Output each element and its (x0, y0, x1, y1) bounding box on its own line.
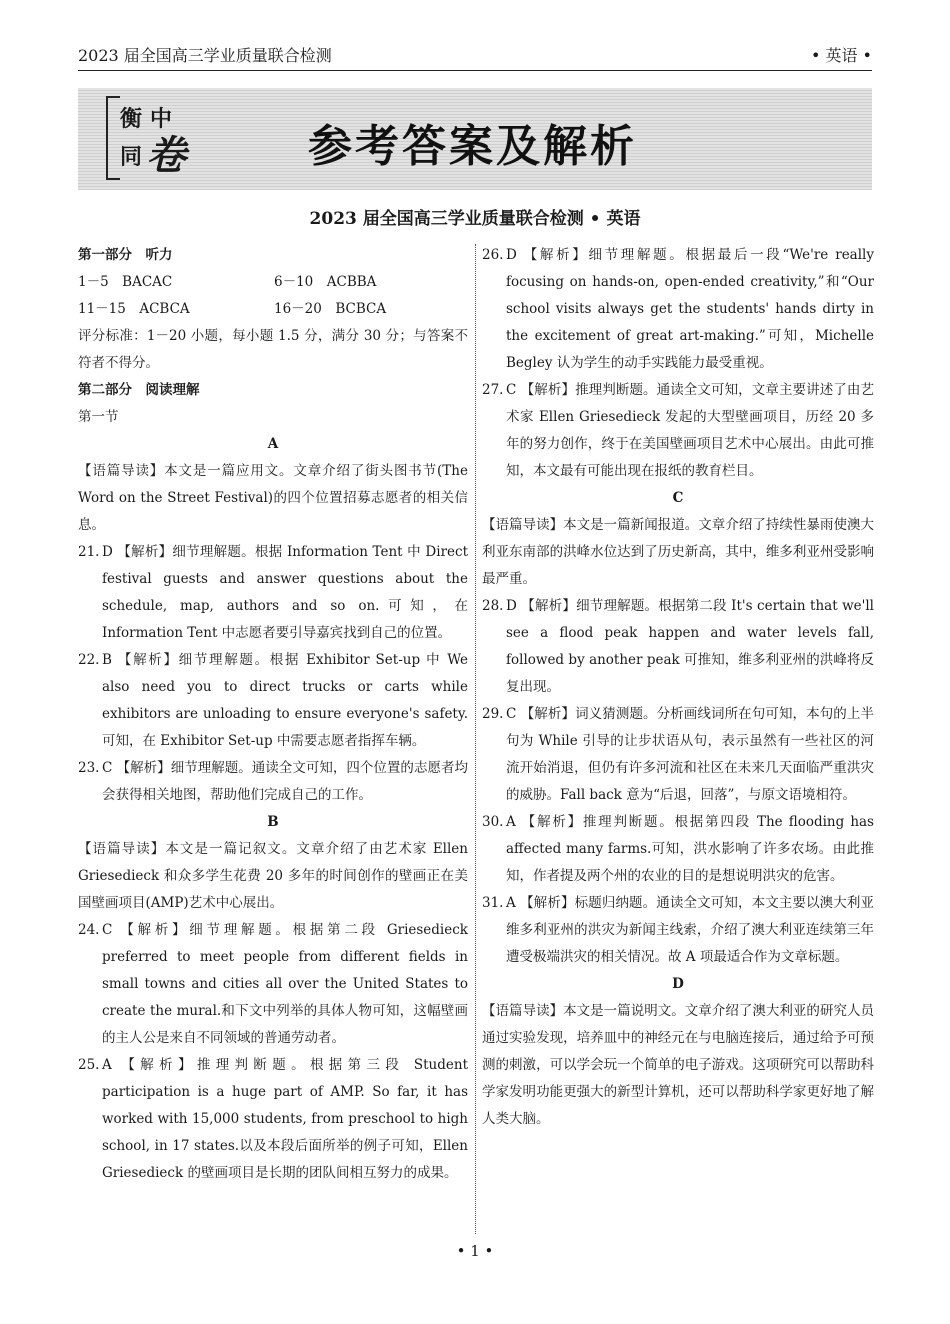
answer-item: 22. B 【解析】细节理解题。根据 Exhibitor Set-up 中 We also need you to direct trucks or carts while exhibitors are unloading to ensure everyone's safety.可知，在 Exhibitor Set-up 中需要志愿者指挥车辆。 (78, 652, 468, 749)
passage-intro: 【语篇导读】本文是一篇应用文。文章介绍了街头图书节(The Word on the Street Festival)的四个位置招募志愿者的相关信息。 (78, 463, 468, 533)
header-subject: • 英语 • (810, 46, 872, 65)
scoring-note: 评分标准：1－20 小题，每小题 1.5 分，满分 30 分；与答案不符者不得分。 (78, 328, 468, 371)
answer-item: 24. C 【解析】细节理解题。根据第二段 Griesedieck preferred to meet people from different fields in small towns and cities all over the United States to create the mural.和下文中列举的具体人物可知，这幅壁画的主人公是来自不同领域的普通劳动者。 (78, 922, 468, 1046)
passage-label: A (267, 436, 279, 452)
answer-item: 26. D 【解析】细节理解题。根据最后一段“We're really focusing on hands-on, open-ended creativity,”和“Our school visits always get the students' hands dirty in the excitement of great art-making.”可知，Michelle Begley 认为学生的动手实践能力最受重视。 (482, 247, 874, 371)
passage-intro: 【语篇导读】本文是一篇说明文。文章介绍了澳大利亚的研究人员通过实验发现，培养皿中的神经元在与电脑连接后，通过给予可预测的刺激，可以学会玩一个简单的电子游戏。这项研究可以帮助科学家发明功能更强大的新型计算机，还可以帮助科学家更好地了解人类大脑。 (482, 1003, 874, 1127)
passage-intro: 【语篇导读】本文是一篇新闻报道。文章介绍了持续性暴雨使澳大利亚东南部的洪峰水位达到了历史新高，其中，维多利亚州受影响最严重。 (482, 517, 874, 587)
answer-row: 11－15 ACBCA 16－20 BCBCA (78, 301, 387, 317)
section-heading: 第一部分 听力 (78, 247, 173, 263)
passage-label: D (672, 976, 684, 992)
logo-seal: 衡 同 中 卷 (106, 96, 206, 182)
column-divider (475, 244, 476, 1234)
passage-intro: 【语篇导读】本文是一篇记叙文。文章介绍了由艺术家 Ellen Griesedieck 和众多学生花费 20 多年的时间创作的壁画正在美国壁画项目(AMP)艺术中心展出。 (78, 841, 468, 911)
answer-item: 28. D 【解析】细节理解题。根据第二段 It's certain that we'll see a flood peak happen and water levels fall, followed by another peak 可推知，维多利亚州的洪峰将反复出现。 (482, 598, 874, 695)
answer-item: 25. A 【解析】推理判断题。根据第三段 Student participation is a huge part of AMP. So far, it has worked with 15,000 students, from preschool to high school, in 17 states.以及本段后面所举的例子可知，Ellen Griesedieck 的壁画项目是长期的团队间相互努力的成果。 (78, 1057, 468, 1181)
banner-title: 参考答案及解析 (308, 121, 637, 172)
answer-item: 30. A 【解析】推理判断题。根据第四段 The flooding has affected many farms.可知，洪水影响了许多农场。由此推知，作者提及两个州的农业的目的是想说明洪灾的危害。 (482, 814, 874, 884)
passage-label: B (267, 814, 279, 830)
passage-label: C (672, 490, 684, 506)
header-title: 2023 届全国高三学业质量联合检测 (78, 46, 332, 65)
answer-item: 29. C 【解析】词义猜测题。分析画线词所在句可知，本句的上半句为 While 引导的让步状语从句，表示虽然有一些社区的河流开始消退，但仍有许多河流和社区在未来几天面临严重洪灾的威胁。Fall back 意为“后退，回落”，与原文语境相符。 (482, 706, 874, 803)
answer-item: 31. A 【解析】标题归纳题。通读全文可知，本文主要以澳大利亚维多利亚州的洪灾为新闻主线索，介绍了澳大利亚连续第三年遭受极端洪灾的相关情况。故 A 项最适合作为文章标题。 (482, 895, 874, 965)
answer-row: 1－5 BACAC 6－10 ACBBA (78, 274, 377, 290)
section-heading: 第二部分 阅读理解 (78, 382, 200, 398)
answer-item: 27. C 【解析】推理判断题。通读全文可知，文章主要讲述了由艺术家 Ellen Griesedieck 发起的大型壁画项目，历经 20 多年的努力创作，终于在美国壁画项目艺术中心展出。由此可推知，本文最有可能出现在报纸的教育栏目。 (482, 382, 874, 479)
answer-banner (78, 88, 872, 190)
left-column (78, 242, 468, 1187)
answer-item: 23. C 【解析】细节理解题。通读全文可知，四个位置的志愿者均会获得相关地图，帮助他们完成自己的工作。 (78, 760, 468, 803)
subsection-heading: 第一节 (78, 409, 119, 425)
page-title: 2023 届全国高三学业质量联合检测 • 英语 (309, 209, 641, 229)
right-column (482, 242, 874, 1133)
running-header (78, 40, 872, 71)
answer-item: 21. D 【解析】细节理解题。根据 Information Tent 中 Direct festival guests and answer questions about the schedule, map, authors and so on.可知，在 Information Tent 中志愿者要引导嘉宾找到自己的位置。 (78, 544, 468, 641)
page-number: • 1 • (456, 1242, 494, 1260)
